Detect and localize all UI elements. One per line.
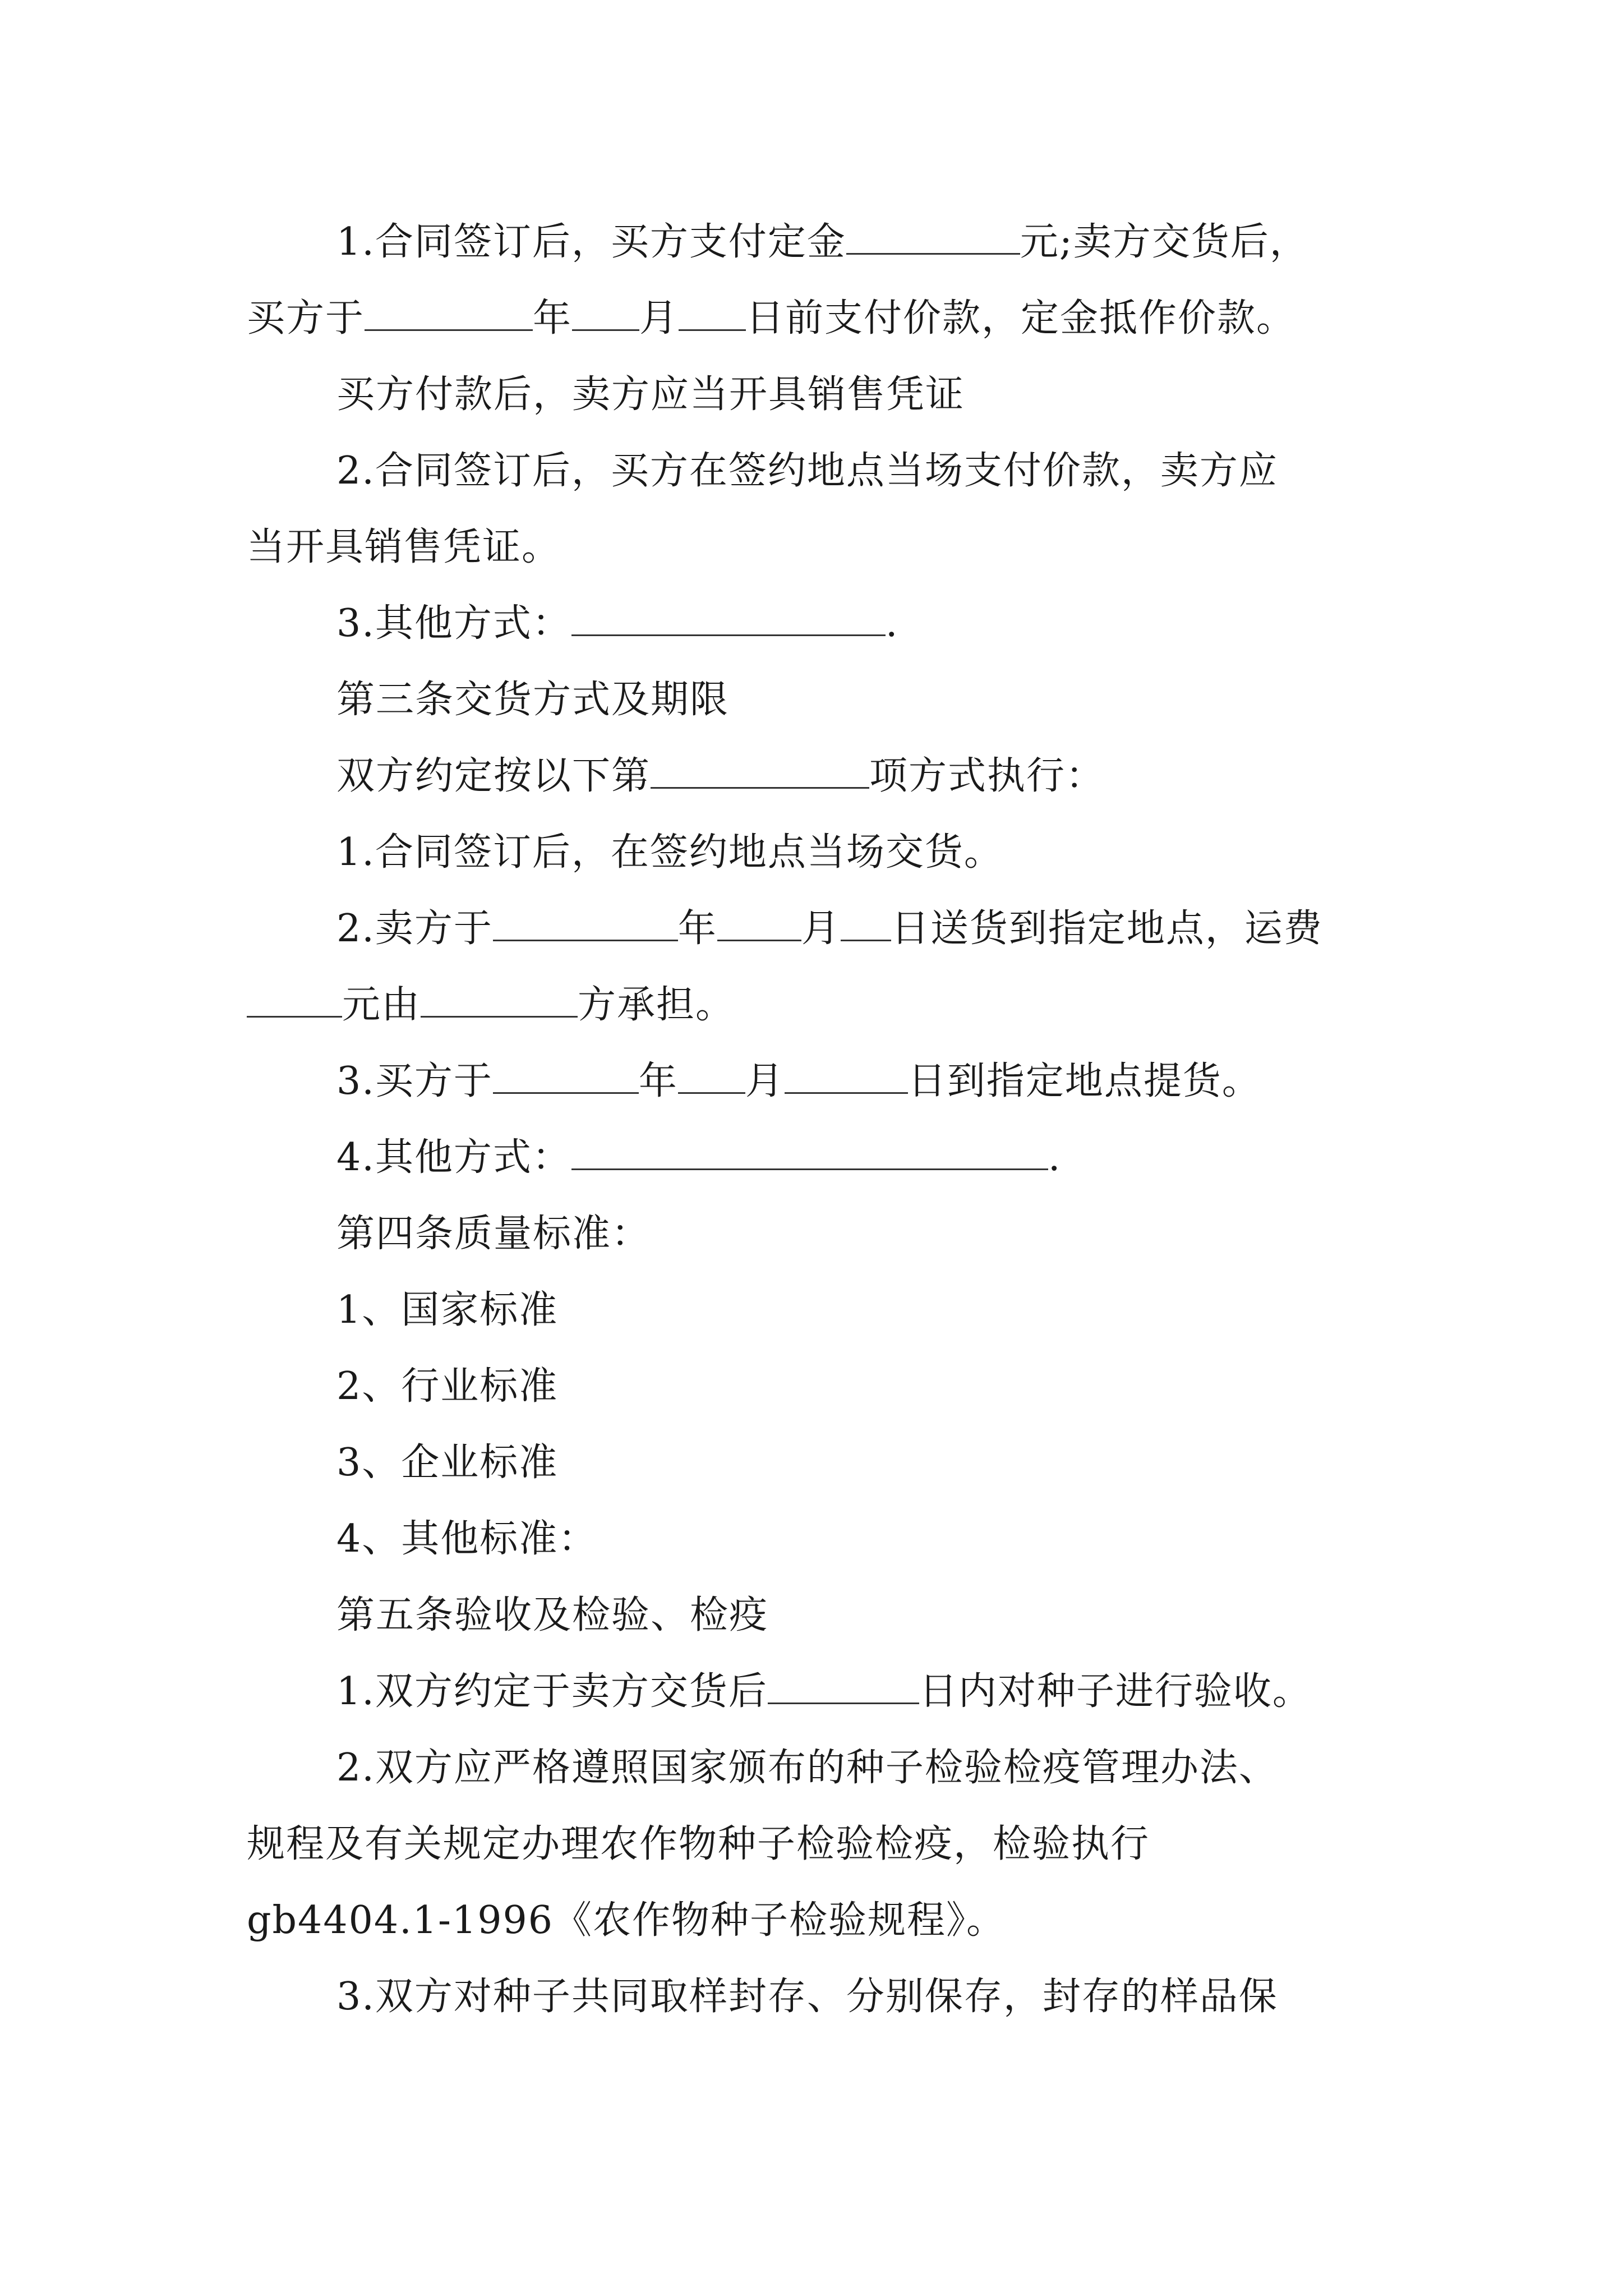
delivery-option-blank[interactable] xyxy=(651,750,869,789)
pickup-day-blank[interactable] xyxy=(785,1055,908,1094)
clause-text: 3.其他方式： xyxy=(336,601,571,646)
clause-text: . xyxy=(1048,1135,1062,1180)
clause-text: 年 xyxy=(677,907,717,951)
payment-clause-1-line-1 xyxy=(336,214,1309,270)
payment-clause-2-line-2: 当开具销售凭证。 xyxy=(247,525,561,569)
quality-standard-item: 3、企业标准 xyxy=(336,1441,559,1485)
article-4-heading: 第四条质量标准： xyxy=(336,1212,651,1256)
article-5-heading: 第五条验收及检验、检疫 xyxy=(336,1593,769,1637)
acceptance-days-blank[interactable] xyxy=(768,1665,919,1704)
clause-text: 日前支付价款，定金抵作价款。 xyxy=(746,296,1296,341)
quality-standard-item: 2、行业标准 xyxy=(336,1364,559,1409)
payment-clause-3-line xyxy=(336,596,899,652)
clause-text: 双方约定按以下第 xyxy=(336,754,651,798)
freight-party-blank[interactable] xyxy=(421,979,578,1018)
inspection-clause-3-line: 3.双方对种子共同取样封存、分别保存，封存的样品保 xyxy=(336,1975,1278,2019)
delivery-option-line xyxy=(336,748,1105,804)
clause-text: 4.其他方式： xyxy=(336,1135,571,1180)
clause-text: 1.双方约定于卖方交货后 xyxy=(336,1669,768,1714)
pay-day-blank[interactable] xyxy=(679,292,746,331)
inspection-clause-1-line xyxy=(336,1664,1312,1720)
clause-text: 方承担。 xyxy=(578,983,735,1027)
delivery-year-blank[interactable] xyxy=(493,903,678,941)
payment-clause-1-line-2 xyxy=(247,291,1295,347)
article-3-heading: 第三条交货方式及期限 xyxy=(336,678,730,722)
quality-standard-item: 4、其他标准： xyxy=(336,1517,598,1561)
delivery-clause-2-line-1 xyxy=(336,901,1323,957)
clause-text: 2.卖方于 xyxy=(336,907,493,951)
delivery-month-blank[interactable] xyxy=(717,903,801,941)
clause-text: 日送货到指定地点，运费 xyxy=(891,907,1323,951)
deposit-amount-blank[interactable] xyxy=(846,216,1020,255)
pickup-year-blank[interactable] xyxy=(493,1055,639,1094)
delivery-day-blank[interactable] xyxy=(841,903,891,941)
clause-text: 年 xyxy=(533,296,573,341)
clause-text: 月 xyxy=(639,296,679,341)
clause-text: 年 xyxy=(638,1059,678,1103)
delivery-clause-4-line xyxy=(336,1130,1062,1186)
inspection-clause-2-line-2: 规程及有关规定办理农作物种子检验检疫，检验执行 xyxy=(247,1822,1150,1866)
freight-amount-blank[interactable] xyxy=(247,979,342,1018)
other-delivery-method-blank[interactable] xyxy=(571,1131,1048,1170)
clause-text: 月 xyxy=(745,1059,785,1103)
clause-text: 1.合同签订后，买方支付定金 xyxy=(336,220,846,264)
clause-text: 元;卖方交货后， xyxy=(1020,220,1309,264)
other-payment-method-blank[interactable] xyxy=(571,597,886,636)
payment-clause-2-line-1: 2.合同签订后，买方在签约地点当场支付价款，卖方应 xyxy=(336,449,1278,493)
clause-text: 元由 xyxy=(342,983,421,1027)
pay-month-blank[interactable] xyxy=(572,292,639,331)
clause-text: 日内对种子进行验收。 xyxy=(919,1669,1312,1714)
delivery-clause-3-line xyxy=(336,1053,1261,1110)
clause-text: 日到指定地点提货。 xyxy=(907,1059,1261,1103)
inspection-clause-2-line-3: gb4404.1-1996《农作物种子检验规程》。 xyxy=(247,1898,1006,1943)
clause-text: 月 xyxy=(801,907,841,951)
pickup-month-blank[interactable] xyxy=(678,1055,745,1094)
quality-standard-item: 1、国家标准 xyxy=(336,1288,559,1332)
delivery-clause-2-line-2 xyxy=(247,977,735,1033)
clause-text: 买方于 xyxy=(247,296,365,341)
sales-voucher-line: 买方付款后，卖方应当开具销售凭证 xyxy=(336,372,965,417)
pay-year-blank[interactable] xyxy=(365,292,533,331)
clause-text: 项方式执行： xyxy=(869,754,1105,798)
inspection-clause-2-line-1: 2.双方应严格遵照国家颁布的种子检验检疫管理办法、 xyxy=(336,1746,1278,1790)
clause-text: 3.买方于 xyxy=(336,1059,493,1103)
delivery-clause-1-line: 1.合同签订后，在签约地点当场交货。 xyxy=(336,830,1003,875)
clause-text: . xyxy=(885,601,899,646)
